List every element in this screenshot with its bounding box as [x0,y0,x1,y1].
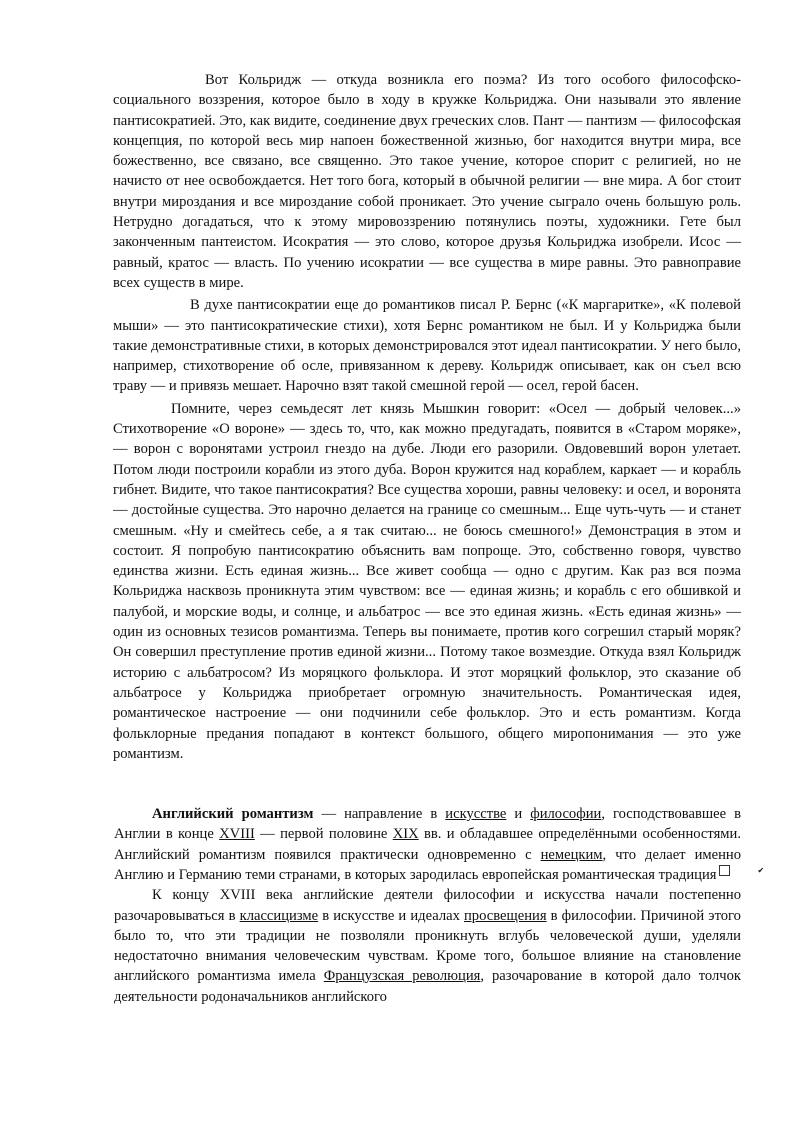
wiki-excerpt [114,804,765,1007]
term-english-romanticism: Английский романтизм [152,806,314,823]
link-19th-century[interactable]: XIX [392,826,419,843]
wiki-paragraph-definition [114,804,765,885]
link-classicism[interactable]: классицизме [239,907,319,924]
text-span: вв. и обладавшее определёнными особенностями. Английский романтизм появился практически одновременно с [114,826,742,863]
text-span: К концу XVIII века английские деятели философии и искусства начали постепенно разочаровываться в [114,887,741,924]
link-french-revolution[interactable]: Французская революция [323,968,481,985]
link-german-romanticism[interactable]: немецким [540,846,603,863]
text-span: в философии. Причиной этого было то, что эти традиции не позволяли проникнуть вглубь человеческой души, уделяли недостаточно внимания человеческим чувствам. Кроме того, большое влияние на становление английского романтизма имела [114,907,741,985]
text-span: и [506,806,531,823]
paragraph-burns: В духе пантисократии еще до романтиков писал Р. Бернс («К маргаритке», «К полевой мыши» — это пантисократические стихи), хотя Бернс романтиком не был. И у Кольриджа были такие демонстративные стихи, в которых демонстрировался этот идеал пантисократии. У него было, например, стихотворение об осле, привязанном к дереву. Кольридж описывает, как он съел всю траву — и привязь мешает. Нарочно взят такой смешной герой — осел, герой басен. [113,297,741,395]
document-page [113,70,765,1007]
wiki-paragraph-origins [114,885,741,1007]
link-18th-century[interactable]: XVIII [219,826,255,843]
text-span: , разочарование в которой дало толчок деятельности родоначальников английского [114,968,741,1005]
link-enlightenment[interactable]: просвещения [464,907,547,924]
broken-image-icon: ✔ [719,865,730,876]
section-gap [113,764,741,804]
text-span: — первой половине [254,826,393,843]
text-span: , что делает именно Англию и Германию теми странами, в которых зародилась европейская романтическая традиция [114,846,742,883]
link-philosophy[interactable]: философии [530,806,602,823]
text-span: , господствовавшее в Англии в конце [114,806,741,843]
text-span: — направление в [313,806,446,823]
link-art[interactable]: искусстве [445,806,507,823]
paragraph-pantisocracy: Вот Кольридж — откуда возникла его поэма? Из того особого философско-социального воззрения, которое было в ходу в кружке Кольриджа. Они называли это явление пантисократией. Это, как видите, соединение двух греческих слов. Пант — пантизм — философская концепция, по которой весь мир напоен божественной жизнью, бог находится внутри мира, все божественно, все связано, все священно. Это такое учение, которое спорит с религией, но не начисто от нее освобождается. Нет того бога, который в обычной религии — вне мира. А бог стоит внутри мироздания и все мироздание собой проникает. Это учение сыграло очень большую роль. Нетрудно догадаться, что к этому мировоззрению потянулись поэты, художники. Гете был законченным пантеистом. Исократия — это слово, которое друзья Кольриджа изобрели. Исос — равный, кратос — власть. По учению исократии — все существа в мире равны. Это равноправие всех существ в мире. [113,72,741,291]
paragraph-raven: Помните, через семьдесят лет князь Мышкин говорит: «Осел — добрый человек...» Стихотворение «О вороне» — здесь то, что, как можно предугадать, появится в «Старом моряке», — ворон с воронятами устроил гнездо на дубе. Люди его разорили. Овдовевший ворон улетает. Потом люди построили корабли из этого дуба. Ворон кружится над кораблем, каркает — и корабль гибнет. Видите, что такое пантисократия? Все существа хороши, равны человеку: и осел, и воронята — достойные существа. Это нарочно делается на границе со смешным... Еще чуть-чуть — и станет смешным. «Ну и смейтесь себе, а я так считаю... не боюсь смешного!» Демонстрация в этом и состоит. Я попробую пантисократию объяснить вам попроще. Это, собственно говоря, чувство единства жизни. Есть единая жизнь... Все живет сообща — одно с другим. Как раз вся поэма Кольриджа насквозь проникнута этим чувством: все — единая жизнь; и корабль с его обшивкой и палубой, и морские воды, и солнце, и альбатрос — все это единая жизнь. «Есть единая жизнь» — один из основных тезисов романтизма. Теперь вы понимаете, против кого согрешил старый моряк? Он совершил преступление против единой жизни... Потому такое возмездие. Откуда взял Кольридж историю с альбатросом? Из моряцкого фольклора. И этот моряцкий фольклор, это сказание об альбатросе у Кольриджа приобретает огромную значительность. Романтическая идея, романтическое настроение — они подчинили себе фольклор. Это и есть романтизм. Когда фольклорные предания попадают в контекст большого, общего миропонимания — это уже романтизм. [113,400,741,762]
text-span: в искусстве и идеалах [318,907,464,924]
